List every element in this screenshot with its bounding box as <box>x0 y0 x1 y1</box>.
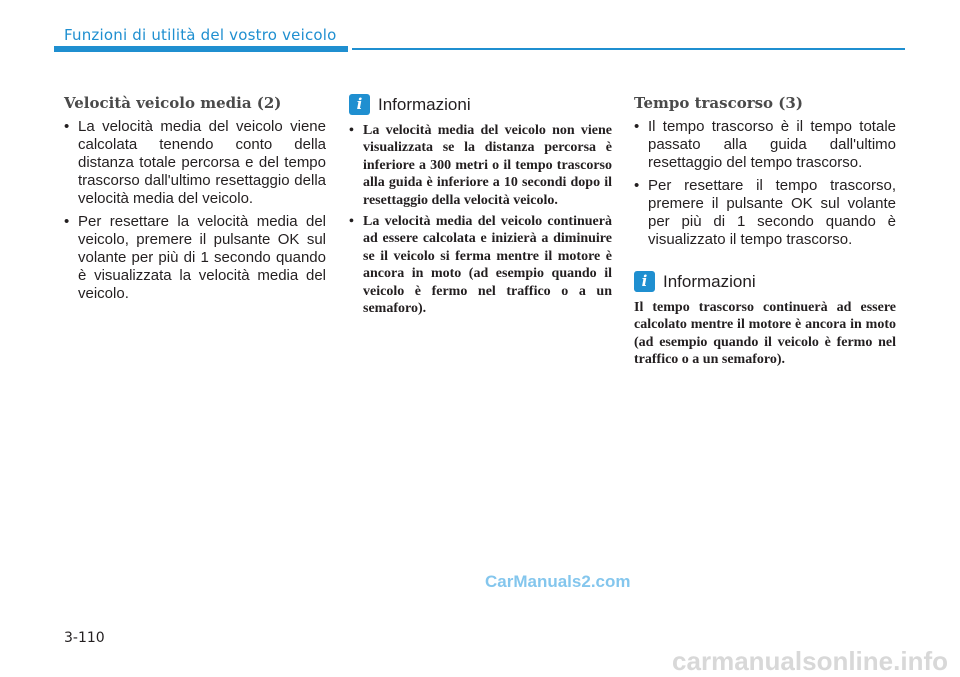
info-title: Informazioni <box>663 271 756 291</box>
info-bullet-list <box>349 122 612 317</box>
list-item: • Il tempo trascorso è il tempo totale passato alla guida dall'ultimo resettaggio del tempo trascorso. <box>634 118 896 172</box>
info-header <box>634 271 896 292</box>
info-box-elapsed-time <box>634 271 896 369</box>
list-item: • La velocità media del veicolo non viene visualizzata se la distanza percorsa è inferiore a 300 metri o il tempo trascorso alla guida è inferiore a 10 secondi dopo il resettaggio della velocità veicolo. <box>349 122 612 209</box>
list-item: • Per resettare la velocità media del veicolo, premere il pulsante OK sul volante per più di 1 secondo quando è visualizzata la velocità media del veicolo. <box>64 213 326 303</box>
info-paragraph: Il tempo trascorso continuerà ad essere calcolato mentre il motore è ancora in moto (ad esempio quando il veicolo è fermo nel traffico o a un semaforo). <box>634 300 896 368</box>
list-item: • La velocità media del veicolo continuerà ad essere calcolata e inizierà a diminuire se il veicolo si ferma mentre il motore è ancora in moto (ad esempio quando il veicolo è fermo nel traffico o a un semaforo). <box>349 213 612 317</box>
watermark-carmanualsonline: carmanualsonline.info <box>672 646 948 676</box>
header-title: Funzioni di utilità del vostro veicolo <box>64 26 337 44</box>
header-rule-thin <box>352 48 905 50</box>
info-icon: i <box>634 271 655 292</box>
watermark-carmanuals2: CarManuals2.com <box>485 572 631 591</box>
list-item: • La velocità media del veicolo viene calcolata tenendo conto della distanza totale percorsa e del tempo trascorso dall'ultimo resettaggio della velocità media del veicolo. <box>64 118 326 208</box>
section-heading-average-speed: Velocità veicolo media (2) <box>64 94 282 112</box>
bullet-list-average-speed <box>64 118 326 303</box>
list-item: • Per resettare il tempo trascorso, premere il pulsante OK sul volante per più di 1 secondo quando è visualizzato il tempo trascorso. <box>634 177 896 249</box>
page-number: 3-110 <box>64 630 105 646</box>
header-rule-thick <box>54 46 348 52</box>
column-average-speed <box>64 94 326 308</box>
column-elapsed-time <box>634 94 896 369</box>
info-title: Informazioni <box>378 94 471 114</box>
bullet-list-elapsed-time <box>634 118 896 249</box>
section-heading-elapsed-time: Tempo trascorso (3) <box>634 94 803 112</box>
info-header <box>349 94 612 115</box>
column-info-average-speed <box>349 94 612 321</box>
info-icon: i <box>349 94 370 115</box>
